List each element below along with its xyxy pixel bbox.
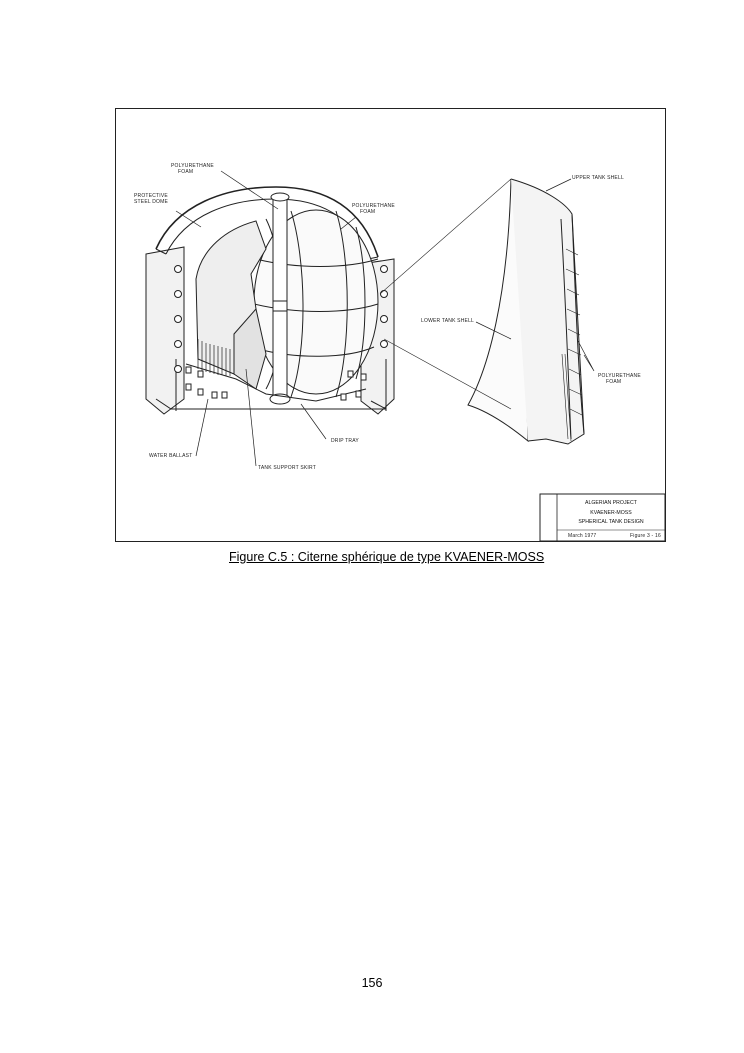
title-block bbox=[540, 494, 665, 541]
label-polyurethane-foam-detail-1: POLYURETHANE bbox=[598, 373, 641, 379]
label-polyurethane-foam-top-2: FOAM bbox=[178, 169, 194, 175]
label-protective-2: STEEL DOME bbox=[134, 199, 169, 205]
label-protective-1: PROTECTIVE bbox=[134, 193, 168, 199]
label-polyurethane-foam-right-1: POLYURETHANE bbox=[352, 203, 395, 209]
label-polyurethane-foam-top-1: POLYURETHANE bbox=[171, 163, 214, 169]
label-polyurethane-foam-detail-2: FOAM bbox=[606, 379, 622, 385]
title-block-project: ALGERIAN PROJECT bbox=[585, 500, 637, 506]
label-upper-tank-shell: UPPER TANK SHELL bbox=[572, 175, 624, 181]
title-block-name: KVAENER-MOSS bbox=[590, 510, 632, 516]
title-block-figure-ref: Figure 3 - 16 bbox=[630, 533, 661, 539]
label-drip-tray: DRIP TRAY bbox=[331, 438, 359, 444]
tank-cutaway bbox=[146, 187, 394, 414]
label-tank-support-skirt: TANK SUPPORT SKIRT bbox=[258, 465, 316, 471]
label-lower-tank-shell: LOWER TANK SHELL bbox=[421, 318, 475, 324]
label-water-ballast: WATER BALLAST bbox=[149, 453, 193, 459]
title-block-date: March 1977 bbox=[568, 533, 597, 539]
title-block-subtitle: SPHERICAL TANK DESIGN bbox=[578, 519, 644, 525]
tank-drawing bbox=[116, 109, 667, 543]
label-polyurethane-foam-right-2: FOAM bbox=[360, 209, 376, 215]
figure-frame bbox=[115, 108, 666, 542]
tank-shell-detail bbox=[380, 179, 584, 444]
page-number: 156 bbox=[361, 976, 383, 990]
figure-caption: Figure C.5 : Citerne sphérique de type KVAENER-MOSS bbox=[229, 550, 545, 564]
